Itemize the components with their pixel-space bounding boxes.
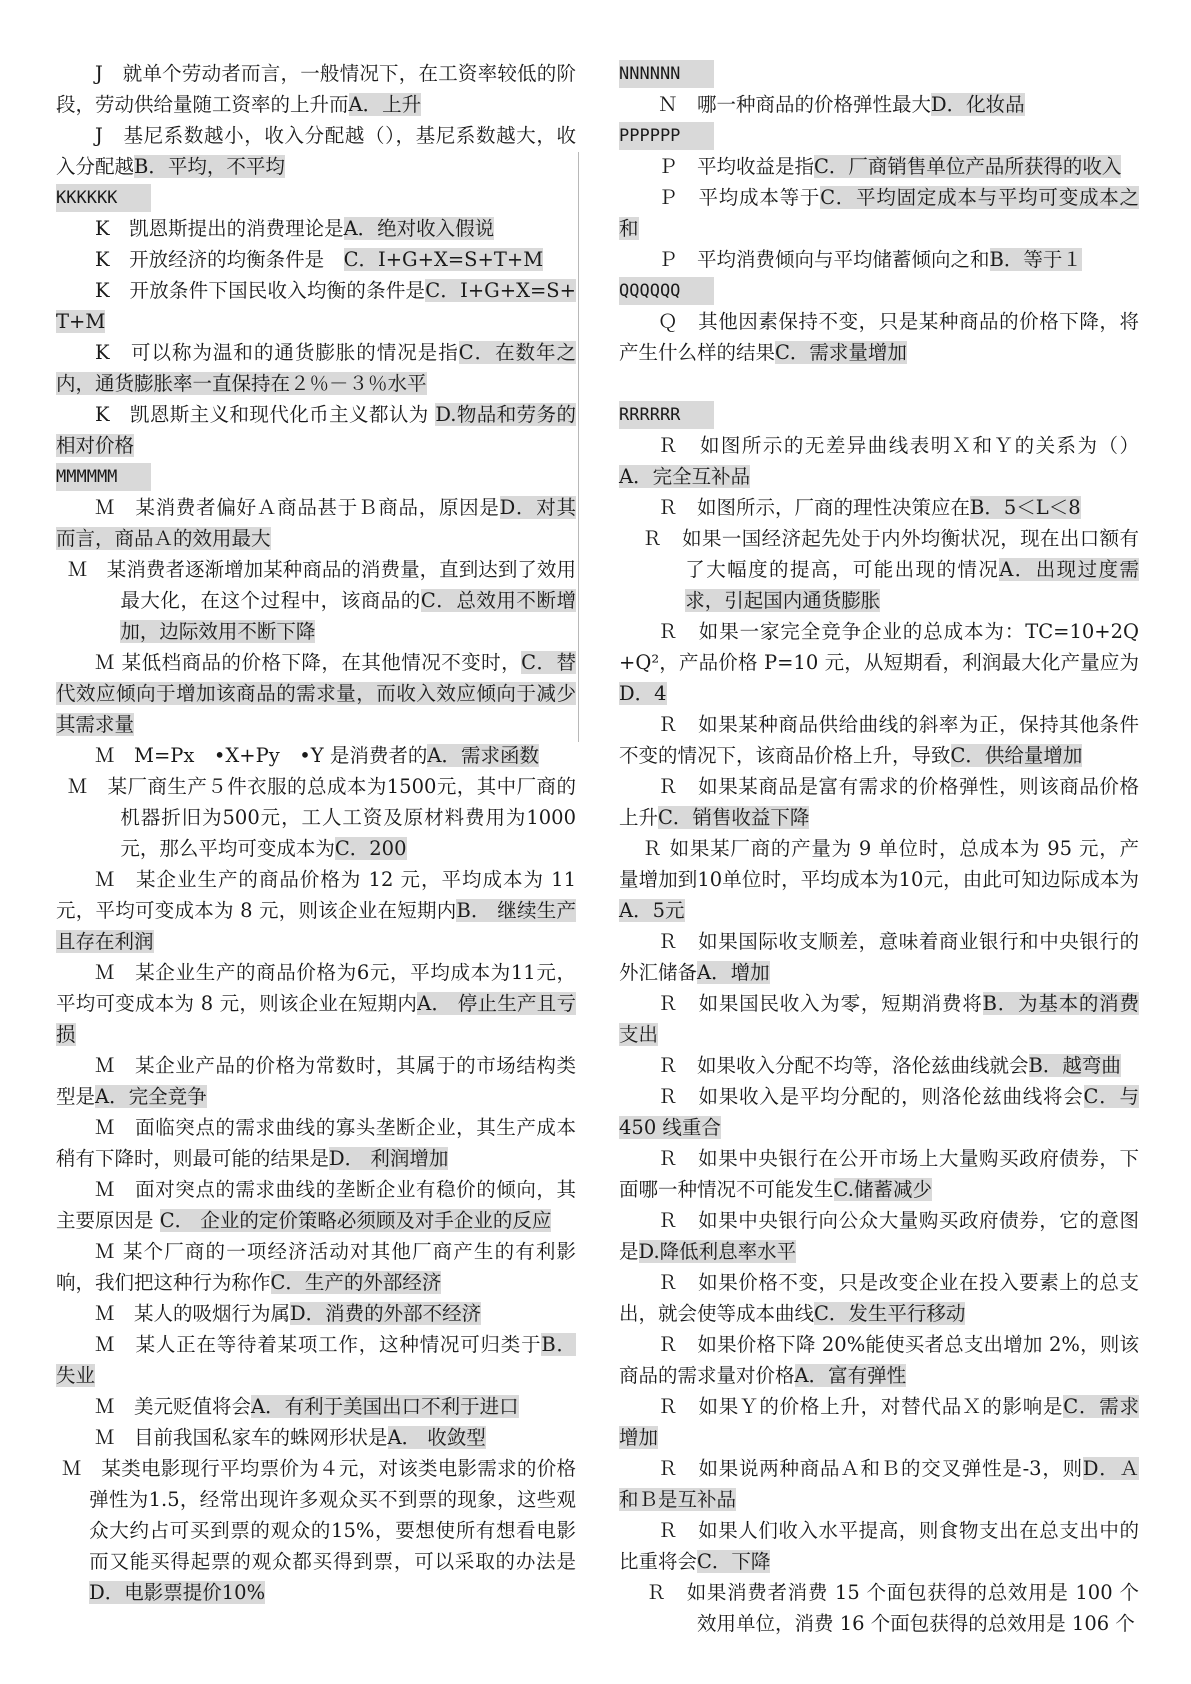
- question-item: [619, 988, 1139, 1050]
- question-text: Ｒ 如果价格不变，只是改变企业在投入要素上的总支出，就会使等成本曲线: [619, 1271, 1139, 1325]
- question-text: Ｒ 如果某种商品供给曲线的斜率为正，保持其他条件不变的情况下，该商品价格上升，导致: [619, 713, 1139, 767]
- letter-section-header: PPPPPP: [619, 122, 714, 150]
- question-item: [56, 244, 576, 275]
- answer-highlight: C．需求量增加: [775, 341, 907, 364]
- question-item: [619, 1453, 1139, 1515]
- question-item: [56, 492, 576, 554]
- column-divider: [578, 152, 579, 742]
- answer-highlight: A．增加: [697, 961, 770, 984]
- question-item: [619, 89, 1139, 120]
- answer-highlight: D.物品和劳务的相对价格: [56, 403, 576, 457]
- question-item: [619, 523, 1139, 616]
- question-text: K 可以称为温和的通货膨胀的情况是指: [95, 341, 459, 364]
- question-item: [619, 709, 1139, 771]
- question-item: [56, 1453, 576, 1608]
- answer-highlight: C．需求增加: [619, 1395, 1139, 1449]
- question-text: K 凯恩斯主义和现代化币主义都认为: [95, 403, 436, 426]
- right-column: [619, 58, 1139, 1639]
- letter-section-header: NNNNNN: [619, 60, 714, 88]
- question-item: [56, 771, 576, 864]
- answer-highlight: B．5＜L＜8: [970, 496, 1081, 519]
- answer-highlight: C．在数年之内，通货膨胀率一直保持在２％－３％水平: [56, 341, 576, 395]
- question-text: Ｒ 如果一国经济起先处于内外均衡状况，现在出口额有了大幅度的提高，可能出现的情况: [642, 527, 1139, 581]
- question-item: [56, 1329, 576, 1391]
- question-text: Ｍ 某人正在等待着某项工作，这种情况可归类于: [95, 1333, 542, 1356]
- question-item: [56, 554, 576, 647]
- question-item: [619, 244, 1139, 275]
- answer-highlight: A． 收敛型: [387, 1426, 486, 1449]
- left-column: [56, 58, 576, 1608]
- question-item: [619, 1515, 1139, 1577]
- answer-highlight: C．200: [334, 837, 407, 860]
- answer-highlight: D.降低利息率水平: [638, 1240, 797, 1263]
- answer-highlight: B．平均，不平均: [134, 155, 285, 178]
- question-text: Ｒ 如果国际收支顺差，意味着商业银行和中央银行的外汇储备: [619, 930, 1139, 984]
- spacer: [619, 368, 1139, 399]
- answer-highlight: A．完全互补品: [619, 465, 751, 488]
- answer-highlight: D． 利润增加: [329, 1147, 449, 1170]
- question-item: [619, 1050, 1139, 1081]
- answer-highlight: C．供给量增加: [950, 744, 1083, 767]
- answer-highlight: C．与 450 线重合: [619, 1085, 1139, 1139]
- question-item: [619, 1267, 1139, 1329]
- question-item: [56, 1236, 576, 1298]
- question-text: Ｍ M=Px •X+Py •Y 是消费者的: [95, 744, 428, 767]
- question-item: [619, 926, 1139, 988]
- question-text: Ｐ 平均成本等于: [658, 186, 821, 209]
- question-item: [56, 275, 576, 337]
- question-item: [619, 1577, 1139, 1639]
- question-text: Ｒ 如果收入分配不均等，洛伦兹曲线就会: [658, 1054, 1029, 1077]
- question-item: [619, 430, 1139, 492]
- answer-highlight: A．需求函数: [427, 744, 539, 767]
- answer-highlight: A．出现过度需求，引起国内通货膨胀: [685, 558, 1139, 612]
- question-text: Ｍ 某消费者逐渐增加某种商品的消费量，直到达到了效用最大化，在这个过程中，该商品的: [67, 558, 576, 612]
- question-text: Ｒ 如果中央银行向公众大量购买政府债券，它的意图是: [619, 1209, 1139, 1263]
- question-text: Ｍ 某个厂商的一项经济活动对其他厂商产生的有利影响，我们把这种行为称作: [56, 1240, 576, 1294]
- answer-highlight: B．越弯曲: [1028, 1054, 1121, 1077]
- letter-section-header: KKKKKK: [56, 184, 151, 212]
- question-text: Ｒ 如果中央银行在公开市场上大量购买政府债券，下面哪一种情况不可能发生: [619, 1147, 1139, 1201]
- question-item: [56, 1298, 576, 1329]
- question-item: [619, 616, 1139, 709]
- question-text: Ｒ 如果国民收入为零，短期消费将: [658, 992, 983, 1015]
- answer-highlight: C.储蓄减少: [833, 1178, 932, 1201]
- answer-highlight: C．销售收益下降: [658, 806, 810, 829]
- question-item: [56, 1112, 576, 1174]
- answer-highlight: D．4: [619, 682, 667, 705]
- question-item: [56, 213, 576, 244]
- question-text: Ｍ 某低档商品的价格下降，在其他情况不变时，: [95, 651, 522, 674]
- answer-highlight: B．等于１: [989, 248, 1082, 271]
- answer-highlight: C．I+G+X=S+T+M: [343, 248, 544, 271]
- question-item: [619, 151, 1139, 182]
- letter-section-header: QQQQQQ: [619, 277, 714, 305]
- question-item: [56, 1422, 576, 1453]
- letter-section-header: RRRRRR: [619, 401, 714, 429]
- letter-section-header: MMMMMM: [56, 463, 151, 491]
- answer-highlight: B．为基本的消费支出: [619, 992, 1139, 1046]
- question-item: [56, 120, 576, 182]
- question-text: Ｐ 平均收益是指: [658, 155, 815, 178]
- question-item: [56, 1391, 576, 1422]
- question-item: [619, 492, 1139, 523]
- question-item: [56, 740, 576, 771]
- answer-highlight: D．消费的外部不经济: [290, 1302, 482, 1325]
- question-text: K 开放经济的均衡条件是: [95, 248, 344, 271]
- question-text: J 就单个劳动者而言，一般情况下，在工资率较低的阶段，劳动供给量随工资率的上升而: [56, 62, 576, 116]
- question-text: Ｍ 某企业生产的商品价格为6元，平均成本为11元，平均可变成本为 8 元，则该企业在短期内: [56, 961, 576, 1015]
- answer-highlight: C．替代效应倾向于增加该商品的需求量，而收入效应倾向于减少其需求量: [56, 651, 577, 736]
- answer-highlight: D．对其而言，商品Ａ的效用最大: [56, 496, 576, 550]
- question-text: Ｍ 某企业产品的价格为常数时，其属于的市场结构类型是: [56, 1054, 576, 1108]
- answer-highlight: C．下降: [697, 1550, 771, 1573]
- question-text: K 开放条件下国民收入均衡的条件是: [95, 279, 426, 302]
- answer-highlight: C．平均固定成本与平均可变成本之和: [619, 186, 1139, 240]
- question-text: Ｍ 某人的吸烟行为属: [95, 1302, 291, 1325]
- question-text: Ｒ 如果说两种商品Ａ和Ｂ的交叉弹性是-3，则: [658, 1457, 1083, 1480]
- answer-highlight: C．总效用不断增加，边际效用不断下降: [120, 589, 576, 643]
- question-text: Ｑ 其他因素保持不变，只是某种商品的价格下降，将产生什么样的结果: [619, 310, 1139, 364]
- question-text: Ｒ 如果价格下降 20%能使买者总支出增加 2%，则该商品的需求量对价格: [619, 1333, 1139, 1387]
- question-text: Ｍ 某消费者偏好Ａ商品甚于Ｂ商品，原因是: [95, 496, 500, 519]
- question-item: [619, 182, 1139, 244]
- question-text: Ｍ 某类电影现行平均票价为４元，对该类电影需求的价格弹性为1.5，经常出现许多观众买不到票的现象，这些观众大约占可买到票的观众的15%，要想使所有想看电影而又能买得起票的观众都买得到票，可以采取的办法是: [61, 1457, 576, 1573]
- answer-highlight: C． 企业的定价策略必须顾及对手企业的反应: [159, 1209, 552, 1232]
- answer-highlight: D．Ａ和Ｂ是互补品: [619, 1457, 1140, 1511]
- question-item: [619, 1391, 1139, 1453]
- question-text: Ｍ 某企业生产的商品价格为 12 元，平均成本为 11 元，平均可变成本为 8 元，则该企业在短期内: [56, 868, 576, 922]
- answer-highlight: A．上升: [348, 93, 422, 116]
- question-item: [619, 1205, 1139, 1267]
- question-text: Ｒ 如果Ｙ的价格上升，对替代品Ｘ的影响是: [658, 1395, 1064, 1418]
- answer-highlight: A．有利于美国出口不利于进口: [251, 1395, 519, 1418]
- question-item: [56, 1050, 576, 1112]
- answer-highlight: B． 继续生产且存在利润: [56, 899, 576, 953]
- question-text: Ｎ 哪一种商品的价格弹性最大: [658, 93, 932, 116]
- question-text: Ｒ 如图所示的无差异曲线表明Ｘ和Ｙ的关系为（）: [658, 434, 1139, 457]
- question-item: [56, 1174, 576, 1236]
- question-text: Ｒ 如果消费者消费 15 个面包获得的总效用是 100 个效用单位，消费 16 个面包获得的总效用是 106 个: [646, 1581, 1139, 1635]
- answer-highlight: A．绝对收入假说: [343, 217, 495, 240]
- question-text: Ｒ 如果某商品是富有需求的价格弹性，则该商品价格上升: [619, 775, 1139, 829]
- question-text: Ｒ 如图所示，厂商的理性决策应在: [658, 496, 971, 519]
- question-item: [56, 957, 576, 1050]
- question-item: [56, 647, 576, 740]
- question-item: [619, 771, 1139, 833]
- answer-highlight: A．5元: [619, 899, 685, 922]
- question-text: Ｐ 平均消费倾向与平均储蓄倾向之和: [658, 248, 990, 271]
- answer-highlight: C．生产的外部经济: [270, 1271, 442, 1294]
- question-item: [56, 864, 576, 957]
- answer-highlight: A． 停止生产且亏损: [56, 992, 576, 1046]
- question-text: Ｍ 目前我国私家车的蛛网形状是: [95, 1426, 388, 1449]
- question-item: [56, 58, 576, 120]
- answer-highlight: C．发生平行移动: [814, 1302, 966, 1325]
- answer-highlight: B．失业: [56, 1333, 576, 1387]
- question-text: Ｒ 如果人们收入水平提高，则食物支出在总支出中的比重将会: [619, 1519, 1139, 1573]
- question-item: [619, 306, 1139, 368]
- question-text: Ｍ 面临突点的需求曲线的寡头垄断企业，其生产成本稍有下降时，则最可能的结果是: [56, 1116, 576, 1170]
- answer-highlight: D．化妆品: [931, 93, 1025, 116]
- answer-highlight: D．电影票提价10%: [89, 1581, 266, 1604]
- question-item: [619, 1329, 1139, 1391]
- question-text: K 凯恩斯提出的消费理论是: [95, 217, 344, 240]
- question-text: Ｒ 如果一家完全竞争企业的总成本为：TC=10+2Q+Q²，产品价格 P=10 元，从短期看，利润最大化产量应为: [619, 620, 1139, 674]
- question-text: Ｍ 某厂商生产５件衣服的总成本为1500元，其中厂商的机器折旧为500元，工人工资及原材料费用为1000元，那么平均可变成本为: [67, 775, 576, 860]
- answer-highlight: A．完全竞争: [95, 1085, 207, 1108]
- question-item: [56, 399, 576, 461]
- question-item: [619, 1081, 1139, 1143]
- question-text: Ｍ 面对突点的需求曲线的垄断企业有稳价的倾向，其主要原因是: [56, 1178, 576, 1232]
- answer-highlight: C．I+G+X=S+T+M: [56, 279, 576, 333]
- question-item: [619, 1143, 1139, 1205]
- question-item: [619, 833, 1139, 926]
- question-text: J 基尼系数越小，收入分配越（），基尼系数越大，收入分配越: [56, 124, 576, 178]
- answer-highlight: A．富有弹性: [794, 1364, 907, 1387]
- answer-highlight: C．厂商销售单位产品所获得的收入: [814, 155, 1122, 178]
- question-text: Ｍ 美元贬值将会: [95, 1395, 252, 1418]
- question-text: Ｒ 如果收入是平均分配的，则洛伦兹曲线将会: [658, 1085, 1084, 1108]
- question-item: [56, 337, 576, 399]
- question-text: Ｒ 如果某厂商的产量为 9 单位时，总成本为 95 元，产量增加到10单位时，平均成本为10元，由此可知边际成本为: [619, 837, 1139, 891]
